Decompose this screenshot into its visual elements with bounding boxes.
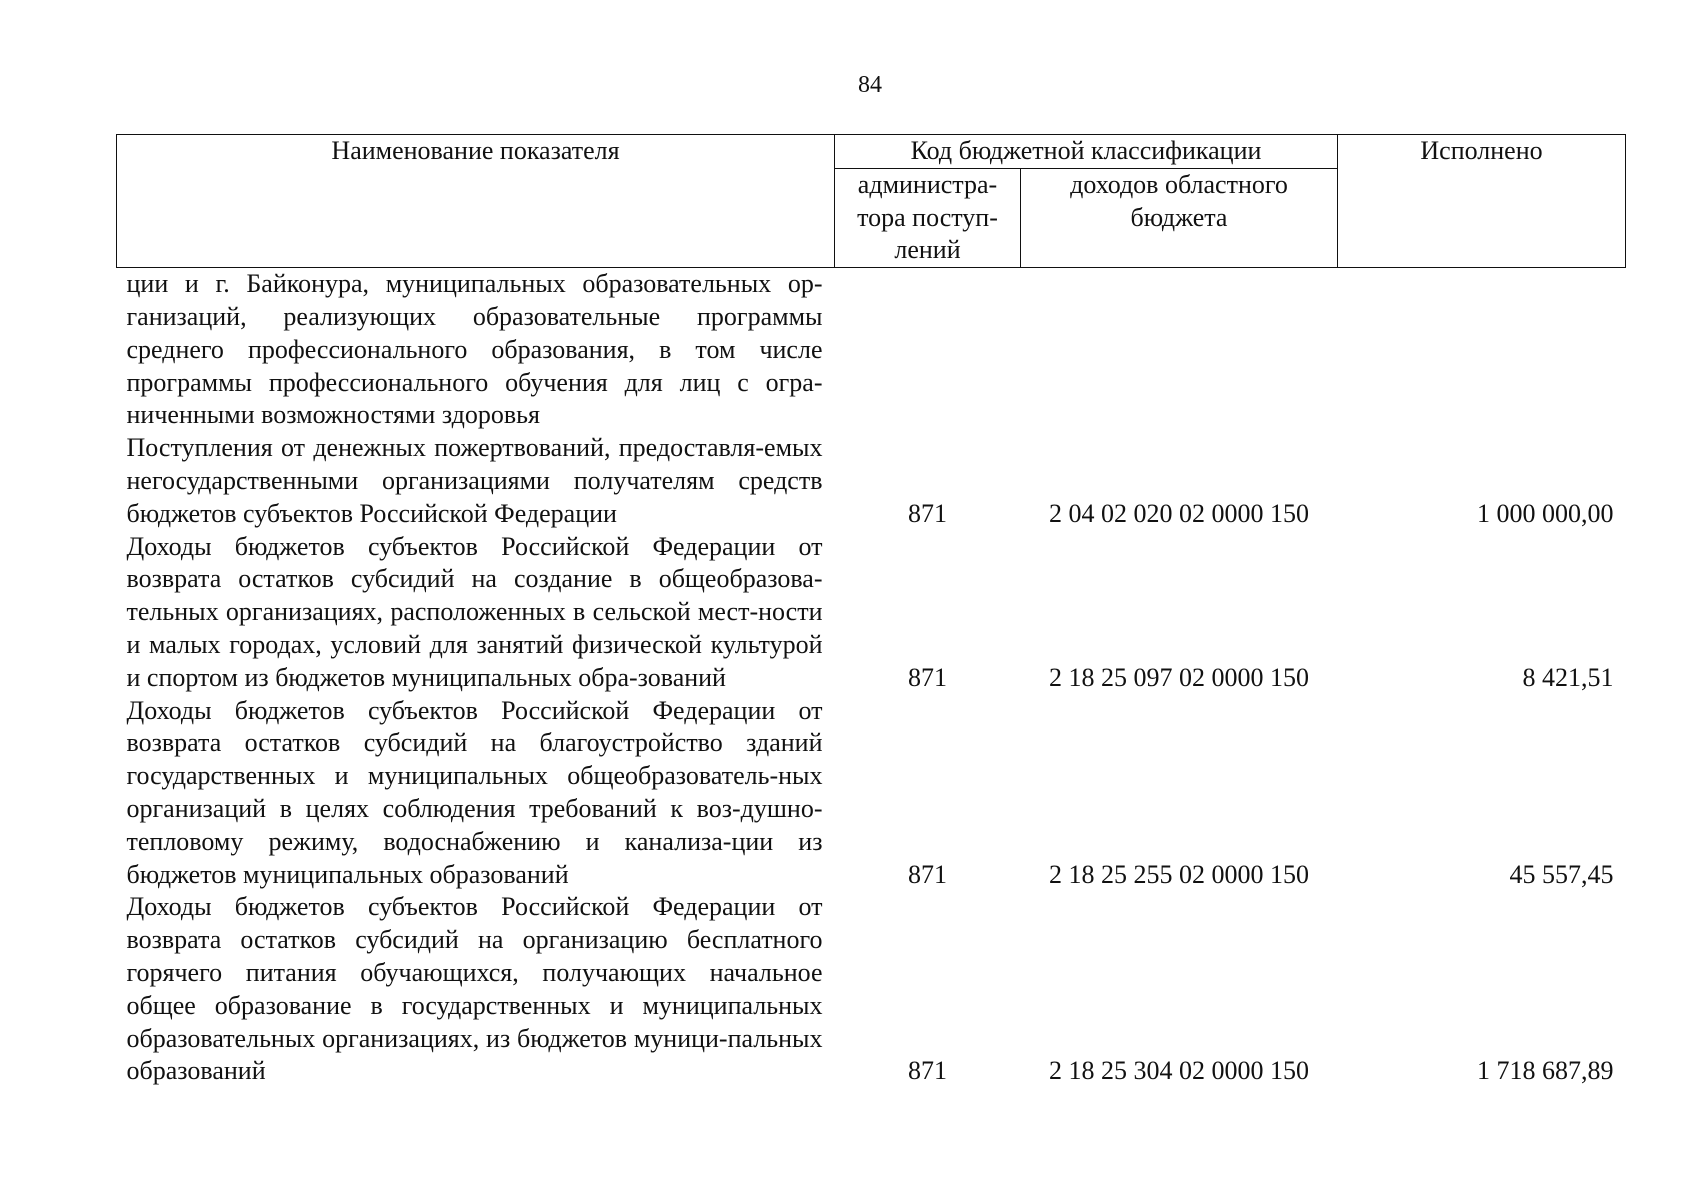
table-row <box>117 695 1626 892</box>
table-row <box>117 891 1626 1088</box>
row-indicator-name: Поступления от денежных пожертвований, предоставля-емых негосударственными организациями получателям средств бюджетов субъектов Российской Федерации <box>126 433 823 528</box>
page-number: 84 <box>858 72 882 98</box>
table-row <box>117 268 1626 432</box>
row-admin-code: 871 <box>908 498 947 528</box>
header-budget-classification-code: Код бюджетной классификации <box>835 135 1338 169</box>
budget-revenue-table <box>116 134 1626 1088</box>
header-executed: Исполнено <box>1338 135 1626 268</box>
row-indicator-name: Доходы бюджетов субъектов Российской Федерации от возврата остатков субсидий на организацию бесплатного горячего питания обучающихся, получающих начальное общее образование в государственных и муниципальных образовательных организациях, из бюджетов муници-пальных образований <box>126 892 823 1086</box>
table-header-row <box>117 135 1626 169</box>
row-executed-amount: 1 718 687,89 <box>1477 1056 1614 1086</box>
row-budget-code: 2 18 25 255 02 0000 150 <box>1049 859 1309 889</box>
row-admin-code: 871 <box>908 859 947 889</box>
row-indicator-name: Доходы бюджетов субъектов Российской Федерации от возврата остатков субсидий на благоустройство зданий государственных и муниципальных общеобразователь-ных организаций в целях соблюдения требований к воз-душно-тепловому режиму, водоснабжению и канализа-ции из бюджетов муниципальных образований <box>126 695 823 889</box>
row-indicator-name: Доходы бюджетов субъектов Российской Федерации от возврата остатков субсидий на создание в общеобразова-тельных организациях, расположенных в сельской мест-ности и малых городах, условий для занятий физической культурой и спортом из бюджетов муниципальных обра-зований <box>126 531 823 692</box>
row-indicator-name: ции и г. Байконура, муниципальных образовательных ор-ганизаций, реализующих образовательные программы среднего профессионального образования, в том числе программы профессионального обучения для лиц с огра-ниченными возможностями здоровья <box>126 269 823 430</box>
row-budget-code: 2 04 02 020 02 0000 150 <box>1049 498 1309 528</box>
row-admin-code <box>835 268 1021 432</box>
row-budget-code: 2 18 25 304 02 0000 150 <box>1049 1056 1309 1086</box>
row-executed-amount: 8 421,51 <box>1522 662 1614 692</box>
header-revenue-administrator: администра-тора поступ-лений <box>835 168 1021 267</box>
header-regional-budget-revenue: доходов областного бюджета <box>1021 168 1338 267</box>
table-row <box>117 531 1626 695</box>
row-admin-code: 871 <box>908 662 947 692</box>
row-budget-code <box>1021 268 1338 432</box>
header-indicator-name: Наименование показателя <box>117 135 835 268</box>
table-row <box>117 432 1626 530</box>
table-body <box>117 268 1626 1088</box>
row-admin-code: 871 <box>908 1056 947 1086</box>
row-executed-amount: 1 000 000,00 <box>1477 498 1614 528</box>
row-executed-amount: 45 557,45 <box>1509 859 1614 889</box>
row-executed-amount <box>1338 268 1626 432</box>
row-budget-code: 2 18 25 097 02 0000 150 <box>1049 662 1309 692</box>
